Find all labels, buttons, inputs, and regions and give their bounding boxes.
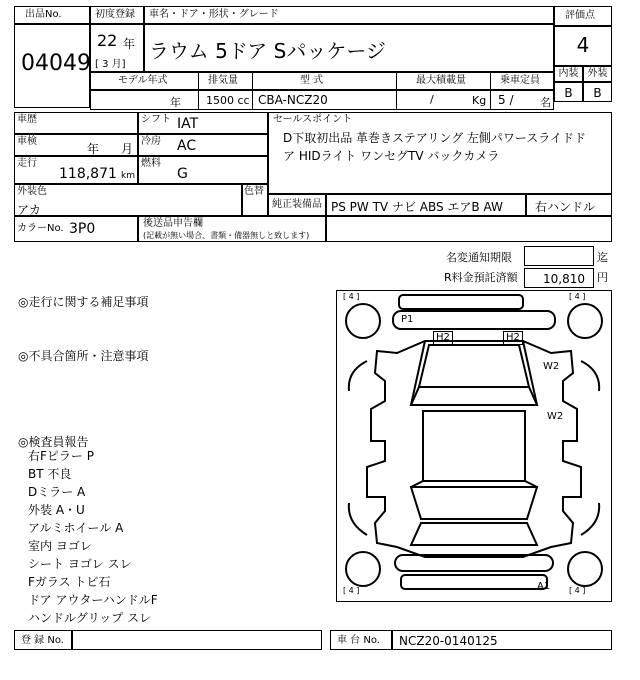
color-no-value: 3P0 xyxy=(69,221,96,237)
inspection-label: 車検 xyxy=(17,136,37,147)
ext-color-cell xyxy=(14,184,242,216)
displacement-label: 排気量 xyxy=(208,75,238,86)
sales-point-line1: D下取初出品 革巻きステアリング 左側パワースライドド xyxy=(283,131,586,145)
equipment-value: PS PW TV ナビ ABS エアB AW xyxy=(331,200,503,214)
lot-number-cell xyxy=(14,24,90,108)
sales-point-label: セールスポイント xyxy=(273,114,353,125)
score-label: 評価点 xyxy=(565,10,595,21)
driving-remarks-label: ◎走行に関する補足事項 xyxy=(18,295,149,309)
tire-tread-front-right: [ 4 ] xyxy=(569,586,586,595)
inspection-cell xyxy=(14,134,138,156)
lot-label: 出品No. xyxy=(25,9,62,20)
fuel-label: 燃料 xyxy=(141,158,161,169)
shift-value: IAT xyxy=(177,116,199,132)
shift-label: シフト xyxy=(141,114,171,125)
car-outline xyxy=(337,291,611,601)
recycle-unit: 円 xyxy=(597,271,608,284)
chassis-label: 車 台 No. xyxy=(337,635,380,646)
ext-color-value: アカ xyxy=(17,203,41,217)
mileage-value: 118,871 xyxy=(59,166,117,182)
inspector-note: シート ヨゴレ スレ xyxy=(28,557,132,571)
model-year-label: モデル年式 xyxy=(118,75,168,86)
first-reg-month: [ 3 月] xyxy=(95,59,126,70)
model-value-cell xyxy=(144,24,554,72)
recycle-value: 10,810 xyxy=(543,272,585,286)
spec-divider-2 xyxy=(252,72,253,110)
capacity-value: 5 / xyxy=(498,93,514,107)
type-value: CBA-NCZ20 xyxy=(258,93,328,107)
spec-divider-1 xyxy=(198,72,199,110)
model-value: ラウム 5ドア Sパッケージ xyxy=(149,39,386,63)
inspector-notes-list xyxy=(28,447,158,627)
equipment-label-cell xyxy=(268,194,326,216)
exterior-grade-cell xyxy=(583,82,612,102)
lot-label-cell xyxy=(14,6,90,24)
displacement-value: 1500 cc xyxy=(206,94,250,107)
model-label-cell xyxy=(144,6,554,24)
exterior-grade: B xyxy=(593,86,602,100)
lot-number: 04049 xyxy=(21,51,91,76)
inspector-report-label: ◎検査員報告 xyxy=(18,435,89,449)
spec-divider-4 xyxy=(490,72,491,110)
tire-tread-rear-right: [ 4 ] xyxy=(569,292,586,301)
recycle-box xyxy=(524,268,594,288)
history-cell xyxy=(14,112,138,134)
inspector-note: 室内 ヨゴレ xyxy=(28,539,92,553)
ext-color-label: 外装色 xyxy=(17,186,47,197)
max-load-unit: Kg xyxy=(472,94,487,107)
history-label: 車歴 xyxy=(17,114,37,125)
first-reg-label: 初度登録 xyxy=(95,9,135,20)
ac-value: AC xyxy=(177,138,197,154)
inspector-note: 外装 A・U xyxy=(28,503,85,517)
ac-cell xyxy=(138,134,268,156)
equipment-value-cell xyxy=(326,194,526,216)
damage-mark-p1: P1 xyxy=(401,314,414,325)
sales-point-cell xyxy=(268,112,612,194)
score-value: 4 xyxy=(576,33,590,57)
name-change-box xyxy=(524,246,594,266)
mileage-label: 走行 xyxy=(17,158,37,169)
recolor-label: 色替 xyxy=(244,186,264,197)
inspector-note: ドア アウターハンドルF xyxy=(28,593,158,607)
tire-tread-rear-left: [ 4 ] xyxy=(343,292,360,301)
max-load-value: / xyxy=(430,93,434,106)
car-diagram xyxy=(336,290,612,602)
after-docs-extra-cell xyxy=(326,216,612,242)
inspector-note: アルミホイール A xyxy=(28,521,124,535)
interior-grade: B xyxy=(564,86,573,100)
spec-divider-3 xyxy=(396,72,397,110)
interior-label-cell xyxy=(554,66,583,82)
reg-no-value-cell xyxy=(72,630,322,650)
inspector-note: BT 不良 xyxy=(28,467,72,481)
first-reg-label-cell xyxy=(90,6,144,24)
inspector-note: Dミラー A xyxy=(28,485,86,499)
inspection-month: 月 xyxy=(121,142,134,156)
name-change-label: 名変通知期限 xyxy=(446,251,512,264)
damage-mark-w2-top: W2 xyxy=(543,361,560,372)
first-reg-year: 22 xyxy=(97,31,118,50)
mileage-cell xyxy=(14,156,138,184)
exterior-label-cell xyxy=(583,66,612,82)
chassis-value-cell xyxy=(392,630,612,650)
inspector-note: 右Fピラー P xyxy=(28,449,94,463)
color-no-label: カラーNo. xyxy=(17,223,64,234)
reg-no-label-cell xyxy=(14,630,72,650)
score-label-cell xyxy=(554,6,612,26)
model-label: 車名・ドア・形状・グレード xyxy=(149,9,279,20)
shift-cell xyxy=(138,112,268,134)
steering-cell xyxy=(526,194,612,216)
inspection-year: 年 xyxy=(87,142,100,156)
interior-label: 内装 xyxy=(558,68,579,79)
steering-value: 右ハンドル xyxy=(535,200,596,214)
recolor-cell xyxy=(242,184,268,216)
ac-label: 冷房 xyxy=(141,136,161,147)
interior-grade-cell xyxy=(554,82,583,102)
first-reg-cell xyxy=(90,24,144,72)
chassis-value: NCZ20-0140125 xyxy=(399,634,498,648)
exterior-label: 外装 xyxy=(587,68,608,79)
recycle-label: R料金預託済額 xyxy=(444,271,518,284)
color-no-cell xyxy=(14,216,138,242)
first-reg-year-unit: 年 xyxy=(123,37,136,51)
after-docs-label: 後送品申告欄 xyxy=(143,218,203,229)
type-label: 型 式 xyxy=(300,75,324,86)
name-change-unit: 迄 xyxy=(597,251,608,264)
tire-tread-front-left: [ 4 ] xyxy=(343,586,360,595)
defects-remarks-label: ◎不具合箇所・注意事項 xyxy=(18,349,149,363)
sales-point-line2: ア HIDライト ワンセグTV バックカメラ xyxy=(283,149,500,163)
capacity-label: 乗車定員 xyxy=(500,75,540,86)
score-value-cell xyxy=(554,26,612,66)
inspector-note: ハンドルグリップ スレ xyxy=(28,611,152,625)
damage-mark-h2-left: H2 xyxy=(433,331,453,345)
damage-mark-h2-right: H2 xyxy=(503,331,523,345)
after-docs-note: (記載が無い場合、書類・備器無しと致します) xyxy=(143,231,310,240)
chassis-label-cell xyxy=(330,630,392,650)
capacity-unit: 名 xyxy=(540,96,551,109)
mileage-unit: km xyxy=(121,171,135,181)
damage-mark-a1: A1 xyxy=(537,581,551,592)
fuel-cell xyxy=(138,156,268,184)
inspector-note: Fガラス トビ石 xyxy=(28,575,111,589)
model-year-value: 年 xyxy=(170,96,181,109)
max-load-label: 最大積載量 xyxy=(416,75,466,86)
after-docs-cell xyxy=(138,216,326,242)
reg-no-label: 登 録 No. xyxy=(21,635,64,646)
damage-mark-w2-right: W2 xyxy=(547,411,564,422)
equipment-label: 純正装備品 xyxy=(272,199,322,210)
fuel-value: G xyxy=(177,166,188,182)
